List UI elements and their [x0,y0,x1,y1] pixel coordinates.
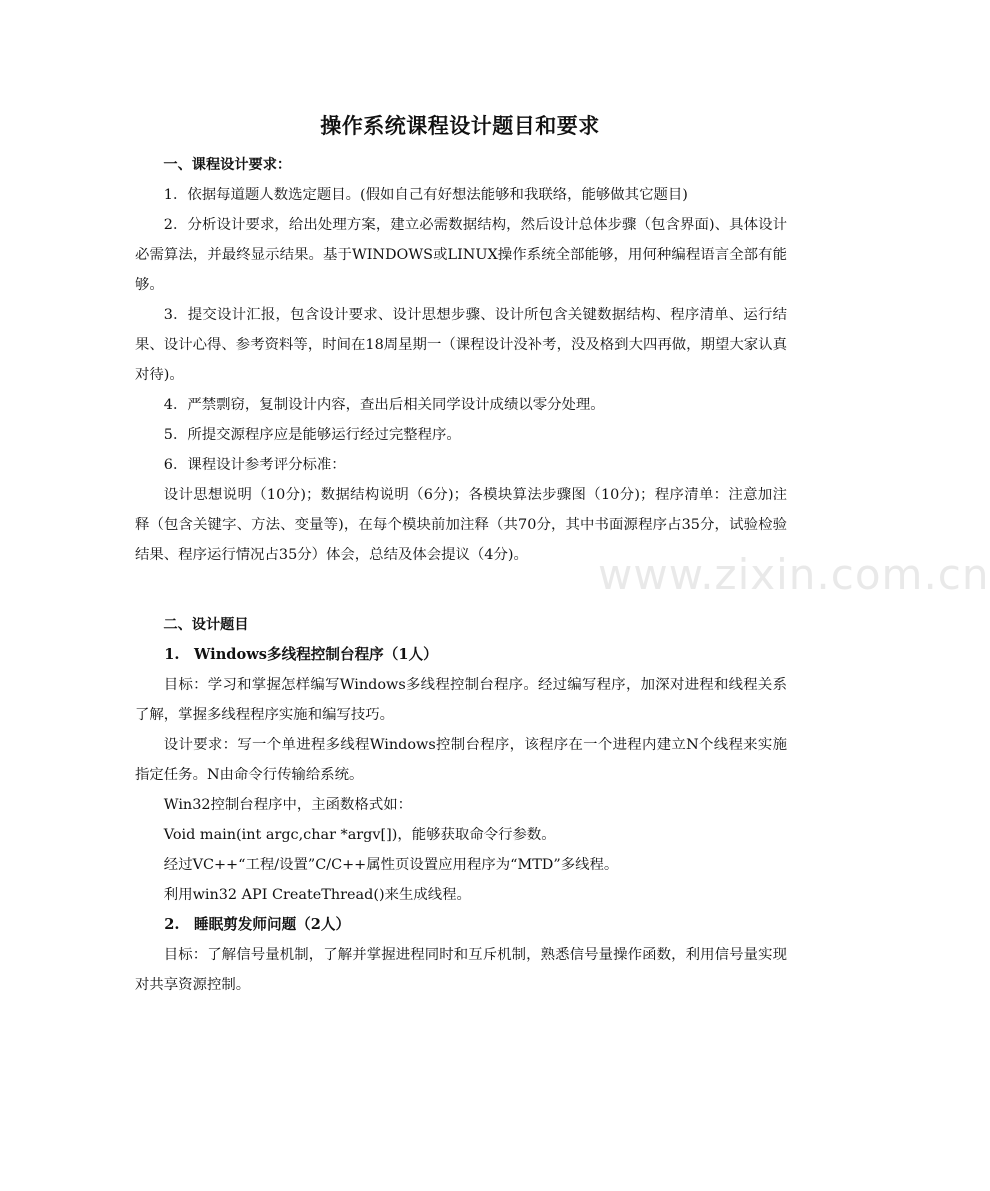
section-spacer [135,570,787,610]
topic-1-main-signature: Void main(int argc,char *argv[])，能够获取命令行参数。 [163,827,556,843]
requirement-item-6: 6．课程设计参考评分标准： [163,457,346,473]
topic-1-create-thread: 利用win32 API CreateThread()来生成线程。 [163,887,471,903]
topic-1-requirement: 设计要求：写一个单进程多线程Windows控制台程序，该程序在一个进程内建立N个线程来实施指定任务。N由命令行传输给系统。 [135,737,787,783]
watermark: www.zixin.com.cn [598,550,990,599]
topic-2-title: 2. 睡眠剪发师问题（2人） [164,916,351,933]
requirement-item-3: 3．提交设计汇报，包含设计要求、设计思想步骤、设计所包含关键数据结构、程序清单、运行结果、设计心得、参考资料等，时间在18周星期一（课程设计没补考，没及格到大四再做，期望大家认真对待)。 [135,307,787,383]
document-body [135,150,787,1000]
requirement-item-2: 2．分析设计要求，给出处理方案，建立必需数据结构，然后设计总体步骤（包含界面)、具体设计必需算法，并最终显示结果。基于WINDOWS或LINUX操作系统全部能够，用何种编程语言全部有能够。 [135,217,787,293]
section-requirements-heading: 一、课程设计要求： [163,157,292,173]
requirement-item-5: 5．所提交源程序应是能够运行经过完整程序。 [163,427,461,443]
section-topics-heading: 二、设计题目 [163,617,249,633]
requirement-item-1: 1．依据每道题人数选定题目。(假如自己有好想法能够和我联络，能够做其它题目) [163,187,688,203]
grading-criteria: 设计思想说明（10分)；数据结构说明（6分)；各模块算法步骤图（10分)；程序清单：注意加注释（包含关键字、方法、变量等)，在每个模块前加注释（共70分，其中书面源程序占35分，试验检验结果、程序运行情况占35分）体会，总结及体会提议（4分)。 [135,487,787,563]
topic-1-vc-setting: 经过VC++“工程/设置”C/C++属性页设置应用程序为“MTD”多线程。 [163,857,619,873]
requirement-item-4: 4．严禁剽窃，复制设计内容，查出后相关同学设计成绩以零分处理。 [163,397,605,413]
topic-1-main-format: Win32控制台程序中，主函数格式如： [163,797,412,813]
topic-1-goal: 目标：学习和掌握怎样编写Windows多线程控制台程序。经过编写程序，加深对进程和线程关系了解，掌握多线程程序实施和编写技巧。 [135,677,787,723]
topic-1-title: 1. Windows多线程控制台程序（1人） [164,646,438,663]
topic-2-goal: 目标：了解信号量机制，了解并掌握进程同时和互斥机制，熟悉信号量操作函数，利用信号量实现对共享资源控制。 [135,947,787,993]
page-title: 操作系统课程设计题目和要求 [320,113,600,138]
